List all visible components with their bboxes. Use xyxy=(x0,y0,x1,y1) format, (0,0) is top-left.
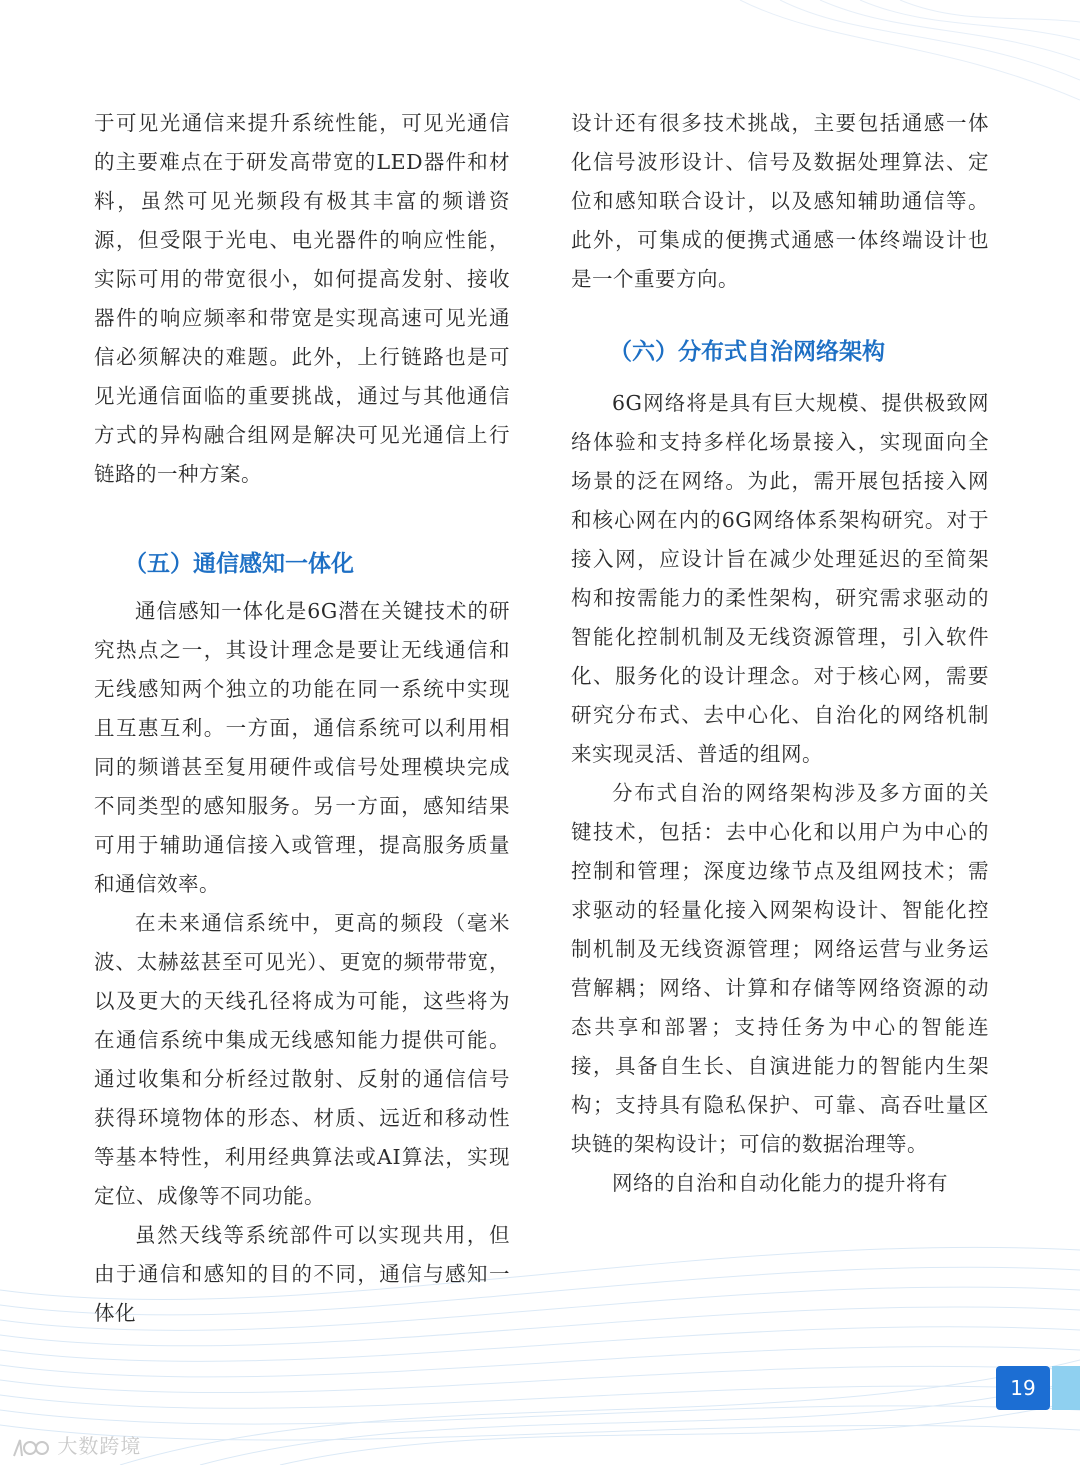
paragraph-key-technologies: 分布式自治的网络架构涉及多方面的关键技术，包括：去中心化和以用户为中心的控制和管理；深度边缘节点及组网技术；需求驱动的轻量化接入网架构设计、智能化控制机制及无线资源管理；网络运营与业务运营解耦；网络、计算和存储等网络资源的动态共享和部署；支持任务为中心的智能连接，具备自生长、自演进能力的智能内生架构；支持具有隐私保护、可靠、高吞吐量区块链的架构设计；可信的数据治理等。 xyxy=(571,781,989,1156)
watermark-text: 大数跨境 xyxy=(57,1434,142,1458)
paragraph-6g-network: 6G网络将是具有巨大规模、提供极致网络体验和支持多样化场景接入，实现面向全场景的泛在网络。为此，需开展包括接入网和核心网在内的6G网络体系架构研究。对于接入网，应设计旨在减少处理延迟的至简架构和按需能力的柔性架构，研究需求驱动的智能化控制机制及无线资源管理，引入软件化、服务化的设计理念。对于核心网，需要研究分布式、去中心化、自治化的网络机制来实现灵活、普适的组网。 xyxy=(571,391,989,766)
paragraph-autonomy: 网络的自治和自动化能力的提升将有 xyxy=(612,1171,948,1195)
paragraph-isac-challenges: 虽然天线等系统部件可以实现共用，但由于通信和感知的目的不同，通信与感知一体化 xyxy=(94,1223,510,1325)
paragraph-isac-intro: 通信感知一体化是6G潜在关键技术的研究热点之一，其设计理念是要让无线通信和无线感知两个独立的功能在同一系统中实现且互惠互利。一方面，通信系统可以利用相同的频谱甚至复用硬件或信号处理模块完成不同类型的感知服务。另一方面，感知结果可用于辅助通信接入或管理，提高服务质量和通信效率。 xyxy=(94,599,510,896)
right-column xyxy=(571,104,989,1203)
page-number-badge: 19 xyxy=(996,1366,1050,1410)
paragraph-visible-light-continued: 于可见光通信来提升系统性能，可见光通信的主要难点在于研发高带宽的LED器件和材料，虽然可见光频段有极其丰富的频谱资源，但受限于光电、电光器件的响应性能，实际可用的带宽很小，如何提高发射、接收器件的响应频率和带宽是实现高速可见光通信必须解决的难题。此外，上行链路也是可见光通信面临的重要挑战，通过与其他通信方式的异构融合组网是解决可见光通信上行链路的一种方案。 xyxy=(94,111,510,486)
page-edge-tab xyxy=(1052,1366,1080,1410)
section-heading-distributed-network: （六）分布式自治网络架构 xyxy=(609,339,885,365)
left-column xyxy=(94,104,510,1333)
paragraph-isac-future: 在未来通信系统中，更高的频段（毫米波、太赫兹甚至可见光）、更宽的频带带宽，以及更大的天线孔径将成为可能，这些将为在通信系统中集成无线感知能力提供可能。通过收集和分析经过散射、反射的通信信号获得环境物体的形态、材质、远近和移动性等基本特性，利用经典算法或AI算法，实现定位、成像等不同功能。 xyxy=(94,911,510,1208)
watermark-logo-icon xyxy=(10,1436,50,1460)
watermark xyxy=(10,1430,141,1460)
paragraph-isac-continued: 设计还有很多技术挑战，主要包括通感一体化信号波形设计、信号及数据处理算法、定位和感知联合设计，以及感知辅助通信等。此外，可集成的便携式通感一体终端设计也是一个重要方向。 xyxy=(571,111,989,291)
section-heading-isac: （五）通信感知一体化 xyxy=(124,551,354,577)
